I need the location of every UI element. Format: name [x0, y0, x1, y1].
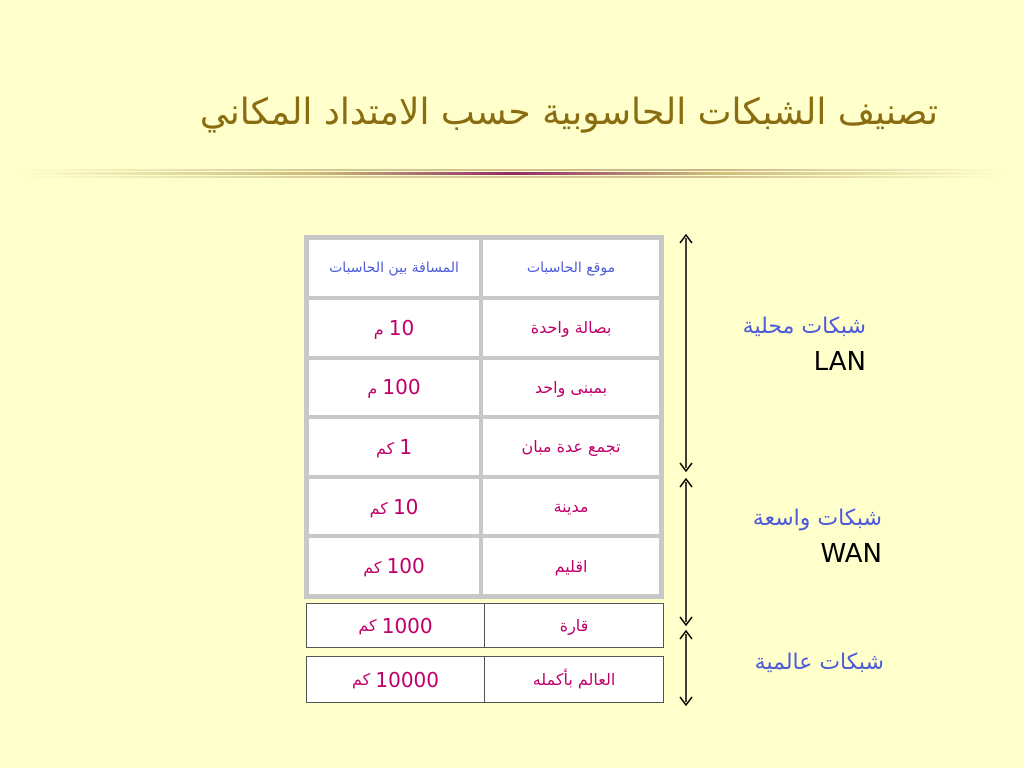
distance-unit: كم: [358, 616, 377, 635]
distance-unit: كم: [375, 438, 395, 458]
lan-english: LAN: [813, 347, 866, 377]
header-location: موقع الحاسبات: [481, 238, 661, 298]
distance-cell: [307, 604, 484, 647]
table-header-row: [307, 238, 661, 298]
header-distance: المسافة بين الحاسبات: [307, 238, 481, 298]
title-divider: [0, 166, 1024, 180]
table-row: [307, 358, 661, 418]
distance-unit: م: [373, 319, 384, 339]
distance-value: 1: [399, 434, 413, 459]
network-table: [304, 235, 664, 599]
location-cell: قارة: [484, 604, 663, 647]
distance-value: 1000: [381, 613, 433, 638]
lan-label: [743, 314, 866, 377]
distance-cell: [307, 657, 484, 702]
global-arabic: شبكات عالمية: [754, 650, 884, 675]
global-range-arrow: [679, 630, 693, 706]
distance-value: 10: [388, 315, 415, 340]
distance-unit: م: [367, 379, 378, 399]
distance-unit: كم: [352, 670, 371, 689]
distance-value: 10: [392, 494, 419, 519]
table-row: [307, 477, 661, 537]
location-cell: تجمع عدة مبان: [481, 417, 661, 477]
distance-cell: [307, 417, 481, 477]
distance-unit: كم: [363, 558, 382, 578]
wan-english: WAN: [820, 539, 882, 569]
distance-value: 100: [382, 375, 421, 400]
table-row-continent: [306, 603, 664, 648]
table-row: [307, 417, 661, 477]
location-cell: العالم بأكمله: [484, 657, 663, 702]
lan-arabic: شبكات محلية: [742, 314, 866, 339]
distance-value: 10000: [375, 667, 439, 692]
slide-title: تصنيف الشبكات الحاسوبية حسب الامتداد المكاني: [199, 92, 938, 133]
table-row: [307, 536, 661, 596]
lan-range-arrow: [679, 234, 693, 472]
location-cell: اقليم: [481, 536, 661, 596]
distance-cell: [307, 477, 481, 537]
location-cell: بمبنى واحد: [481, 358, 661, 418]
wan-range-arrow: [679, 478, 693, 626]
wan-arabic: شبكات واسعة: [752, 506, 882, 531]
distance-unit: كم: [369, 498, 388, 518]
distance-value: 100: [386, 554, 425, 579]
distance-cell: [307, 536, 481, 596]
distance-cell: [307, 358, 481, 418]
distance-cell: [307, 298, 481, 358]
location-cell: مدينة: [481, 477, 661, 537]
global-label: [755, 650, 884, 675]
table-row: [307, 298, 661, 358]
wan-label: [753, 506, 882, 569]
location-cell: بصالة واحدة: [481, 298, 661, 358]
table-row-world: [306, 656, 664, 703]
